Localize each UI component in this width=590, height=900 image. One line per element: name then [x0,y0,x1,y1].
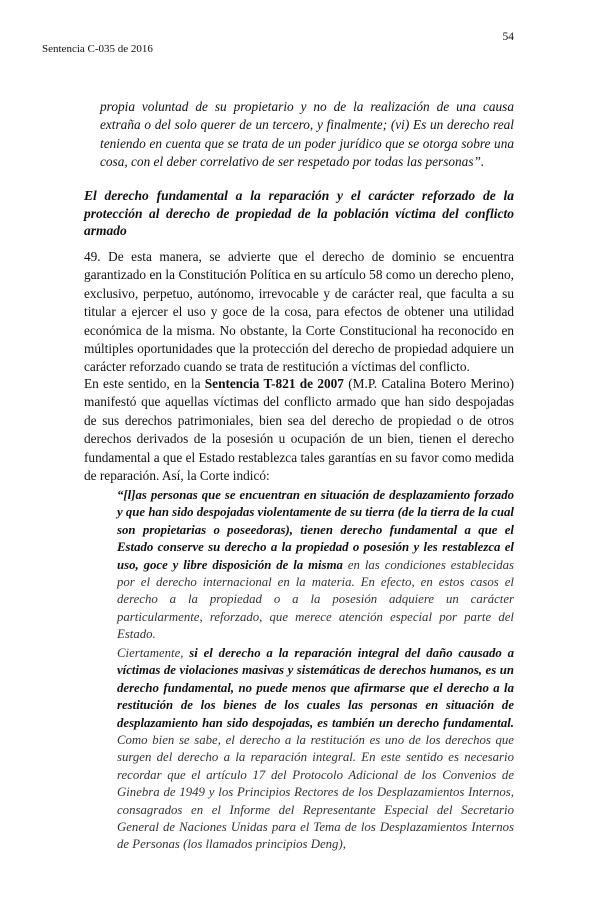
quote-bold-text: si el derecho a la reparación integral del daño causado a víctimas de violaciones masivas y sistemáticas de derechos humanos, es un derecho fundamental, no puede menos que afirmarse que el derecho a la restitución de los bienes de los cuales las personas en situación de desplazamiento han sido despojadas, es también un derecho fundamental. [117,646,514,730]
quote-regular-text: en las condiciones establecidas por el derecho internacional en la materia. En efecto, en estos casos el derecho a la propiedad o a la posesión adquiere un carácter particularmente, reforzado, que merece atención especial por parte del Estado. [117,557,514,642]
block-quote-1 [117,487,514,644]
paragraph-rest: (M.P. Catalina Botero Merino) manifestó que aquellas víctimas del conflicto armado que han sido despojadas de sus derechos patrimoniales, bien sea del derecho de propiedad o de otros derechos derivados de la posesión u ocupación de un bien, tienen el derecho fundamental a que el Estado restablezca tales garantías en su favor como medida de reparación. Así, la Corte indicó: [84,376,515,484]
paragraph-sentencia [84,375,514,485]
quote-bold-text: “[l]as personas que se encuentran en situación de desplazamiento forzado y que han sido despojadas violentamente de su tierra (de la tierra de la cual son propietarias o poseedoras), tienen derecho fundamental a que el Estado conserve su derecho a la propiedad o posesión y les restablezca el uso, goce y libre disposición de la misma [117,488,514,572]
block-quote-2 [117,645,514,854]
paragraph-49: 49. De esta manera, se advierte que el derecho de dominio se encuentra garantizado en la Constitución Política en su artículo 58 como un derecho pleno, exclusivo, perpetuo, autónomo, irrevocable y de carácter real, que faculta a su titular a ejercer el uso y goce de la cosa, para efectos de obtener una utilidad económica de la misma. No obstante, la Corte Constitucional ha reconocido en múltiples oportunidades que la protección del derecho de propiedad adquiere un carácter reforzado cuando se trata de restitución a víctimas del conflicto. [84,249,514,375]
case-citation: Sentencia T-821 de 2007 [204,376,344,391]
quote-continuation: propia voluntad de su propietario y no de la realización de una causa extraña o del solo querer de un tercero, y finalmente; (vi) Es un derecho real teniendo en cuenta que se trata de un poder jurídico que se otorga sobre una cosa, con el deber correlativo de ser respetado por todas las personas”. [100,99,514,170]
quote-regular-text: Como bien se sabe, el derecho a la restitución es uno de los derechos que surgen del derecho a la reparación integral. En este sentido es necesario recordar que el artículo 17 del Protocolo Adicional de los Convenios de Ginebra de 1949 y los Principios Rectores de los Desplazamientos Internos, consagrados en el Informe del Representante Especial del Secretario General de Naciones Unidas para el Tema de los Desplazamientos Internos de Personas (los llamados principios Deng), [117,733,514,852]
paragraph-intro: En este sentido, en la [84,376,205,391]
page-number: 54 [502,31,514,43]
running-header: Sentencia C-035 de 2016 [42,43,153,55]
quote-lead-text: Ciertamente, [117,646,190,660]
section-heading: El derecho fundamental a la reparación y el carácter reforzado de la protección al derecho de propiedad de la población víctima del conflicto armado [84,188,514,238]
